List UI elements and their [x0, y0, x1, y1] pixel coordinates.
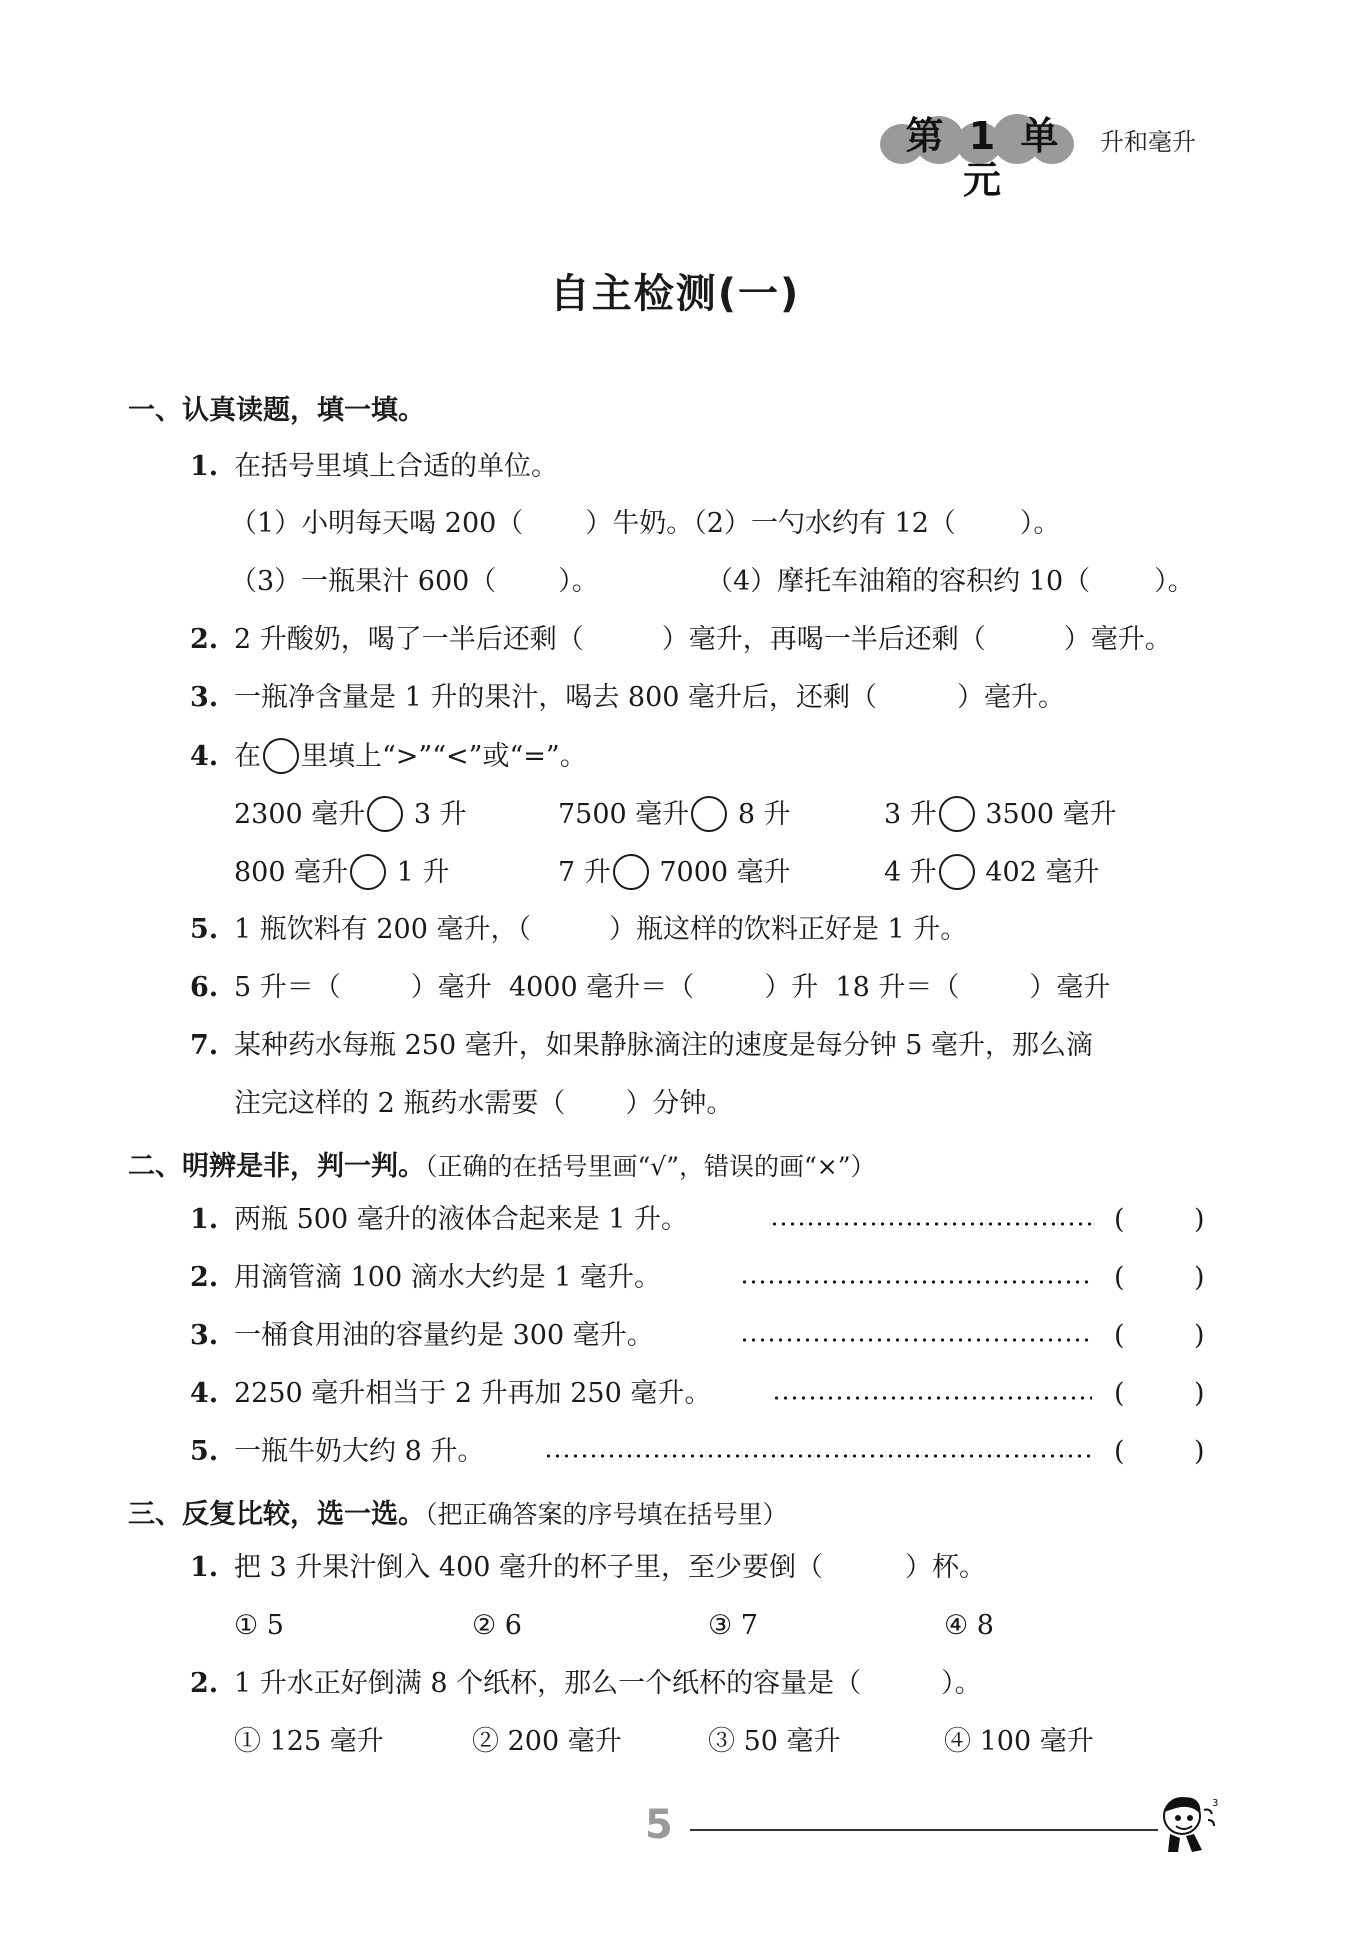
text: 3 升 [884, 799, 937, 830]
text: ）杯。 [905, 1552, 987, 1583]
text: 4 升 [884, 857, 937, 888]
heading-note: （把正确答案的序号填在括号里） [425, 1500, 788, 1529]
question-number: 2. [190, 624, 219, 655]
answer-paren-open[interactable]: ( [1114, 1204, 1125, 1235]
text: 1 升水正好倒满 8 个纸杯，那么一个纸杯的容量是（ [234, 1668, 862, 1699]
question-number: 6. [190, 972, 219, 1003]
text: 3500 毫升 [985, 799, 1117, 830]
unit-topic: 升和毫升 [1100, 128, 1196, 156]
text: 1 升 [396, 857, 450, 888]
text: （1）小明每天喝 200（ [230, 508, 524, 539]
svg-text:3: 3 [1212, 1798, 1219, 1809]
cartoon-kid-icon [1152, 1790, 1222, 1860]
leader-dots [772, 1396, 1092, 1400]
answer-paren-close: ) [1194, 1262, 1205, 1293]
section-2-heading [128, 1144, 876, 1183]
text: ）毫升。 [1063, 624, 1172, 655]
s3-q1 [190, 1550, 986, 1586]
text: 7000 毫升 [659, 857, 791, 888]
question-number: 2. [190, 1668, 219, 1699]
text: 某种药水每瓶 250 毫升，如果静脉滴注的速度是每分钟 5 毫升，那么滴 [234, 1030, 1094, 1061]
compare-circle-icon [263, 738, 299, 774]
text: 402 毫升 [985, 857, 1100, 888]
compare-circle[interactable] [367, 796, 403, 832]
text: 一桶食用油的容量约是 300 毫升。 [234, 1320, 654, 1351]
text: ）毫升 [410, 972, 492, 1003]
compare-circle[interactable] [613, 854, 649, 890]
answer-paren-close: ) [1194, 1436, 1205, 1467]
judge-item [190, 1318, 654, 1354]
option[interactable]: ① 5 [234, 1610, 284, 1641]
text: 2300 毫升 [234, 799, 366, 830]
text: 2 升酸奶，喝了一半后还剩（ [234, 624, 584, 655]
text: 两瓶 500 毫升的液体合起来是 1 升。 [234, 1204, 689, 1235]
text: 把 3 升果汁倒入 400 毫升的杯子里，至少要倒（ [234, 1552, 824, 1583]
option[interactable]: ③ 50 毫升 [708, 1726, 841, 1757]
text: （3）一瓶果汁 600（ [230, 566, 497, 597]
question-number: 1. [190, 451, 219, 482]
answer-paren-open[interactable]: ( [1114, 1378, 1125, 1409]
s1-q1-line2-right [706, 564, 1195, 600]
judge-item [190, 1202, 688, 1238]
compare-item [558, 854, 791, 891]
judge-item [190, 1376, 711, 1412]
text: 18 升＝（ [835, 972, 960, 1003]
section-1-heading: 一、认真读题，填一填。 [128, 395, 425, 426]
text: ）。 [941, 1668, 982, 1699]
question-number: 5. [190, 1436, 219, 1467]
page-number: 5 [645, 1802, 673, 1848]
leader-dots [770, 1222, 1092, 1226]
leader-dots [544, 1454, 1092, 1458]
compare-circle[interactable] [939, 854, 975, 890]
section-3-heading [128, 1492, 788, 1531]
text: 一瓶牛奶大约 8 升。 [234, 1436, 485, 1467]
text: ）分钟。 [625, 1088, 734, 1119]
heading-text: 二、明辨是非，判一判。 [128, 1151, 425, 1182]
text: 用滴管滴 100 滴水大约是 1 毫升。 [234, 1262, 662, 1293]
s3-q2 [190, 1666, 982, 1702]
compare-item [234, 796, 467, 833]
text: 800 毫升 [234, 857, 349, 888]
compare-item [884, 796, 1117, 833]
text: 注完这样的 2 瓶药水需要（ [234, 1088, 566, 1119]
s1-q1-line2-left [230, 564, 599, 600]
question-number: 3. [190, 1320, 219, 1351]
question-text: 在括号里填上合适的单位。 [234, 451, 558, 482]
question-number: 5. [190, 914, 219, 945]
s1-q6 [190, 970, 1110, 1006]
text: 7 升 [558, 857, 611, 888]
s1-q1-line1 [230, 506, 1060, 542]
leader-dots [740, 1280, 1092, 1284]
answer-paren-close: ) [1194, 1378, 1205, 1409]
text: 1 瓶饮料有 200 毫升，（ [234, 914, 531, 945]
footer-rule [690, 1829, 1158, 1831]
answer-paren-open[interactable]: ( [1114, 1436, 1125, 1467]
text: 一瓶净含量是 1 升的果汁，喝去 800 毫升后，还剩（ [234, 682, 878, 713]
text: 2250 毫升相当于 2 升再加 250 毫升。 [234, 1378, 712, 1409]
compare-item [884, 854, 1099, 891]
s1-q7-line2 [234, 1086, 733, 1122]
text: ）牛奶。 [585, 508, 694, 539]
s1-q3 [190, 680, 1065, 716]
unit-label: 第 1 单元 [905, 114, 1065, 202]
text: ）。 [1154, 566, 1195, 597]
question-number: 3. [190, 682, 219, 713]
s1-q4 [190, 738, 587, 775]
text: 3 升 [413, 799, 467, 830]
text: 8 升 [737, 799, 791, 830]
answer-paren-open[interactable]: ( [1114, 1320, 1125, 1351]
text: ）升 [764, 972, 819, 1003]
text: ）毫升，再喝一半后还剩（ [661, 624, 986, 655]
judge-item [190, 1434, 484, 1470]
answer-paren-close: ) [1194, 1204, 1205, 1235]
leader-dots [740, 1338, 1092, 1342]
question-number: 4. [190, 1378, 219, 1409]
text: 7500 毫升 [558, 799, 690, 830]
text: ）。 [558, 566, 599, 597]
text: ）瓶这样的饮料正好是 1 升。 [608, 914, 968, 945]
option[interactable]: ② 200 毫升 [472, 1726, 622, 1757]
answer-paren-open[interactable]: ( [1114, 1262, 1125, 1293]
s1-q5 [190, 912, 967, 948]
question-number: 2. [190, 1262, 219, 1293]
text: 4000 毫升＝（ [508, 972, 695, 1003]
compare-circle[interactable] [691, 796, 727, 832]
text: 里填上“>”“<”或“=”。 [301, 741, 587, 772]
question-number: 1. [190, 1204, 219, 1235]
option[interactable]: ① 125 毫升 [234, 1726, 384, 1757]
question-number: 7. [190, 1030, 219, 1061]
s1-q7 [190, 1028, 1093, 1064]
compare-item [234, 854, 449, 891]
compare-item [558, 796, 791, 833]
text: ）毫升 [1029, 972, 1111, 1003]
judge-item [190, 1260, 661, 1296]
text: ）。 [1019, 508, 1061, 539]
option[interactable]: ② 6 [472, 1610, 522, 1641]
option[interactable]: ④ 100 毫升 [944, 1726, 1094, 1757]
text: ）毫升。 [957, 682, 1066, 713]
answer-paren-close: ) [1194, 1320, 1205, 1351]
option[interactable]: ④ 8 [944, 1610, 994, 1641]
compare-circle[interactable] [350, 854, 386, 890]
option[interactable]: ③ 7 [708, 1610, 758, 1641]
text: （2）一勺水约有 12（ [693, 508, 956, 539]
compare-circle[interactable] [939, 796, 975, 832]
heading-text: 三、反复比较，选一选。 [128, 1499, 425, 1530]
text: 5 升＝（ [234, 972, 341, 1003]
text: 在 [234, 741, 261, 772]
s1-q2 [190, 622, 1172, 658]
s1-q1 [190, 449, 558, 485]
page-title: 自主检测(一) [549, 271, 801, 317]
question-number: 4. [190, 741, 219, 772]
text: （4）摩托车油箱的容积约 10（ [706, 566, 1091, 597]
heading-note: （正确的在括号里画“√”，错误的画“×”） [425, 1152, 876, 1181]
question-number: 1. [190, 1552, 219, 1583]
